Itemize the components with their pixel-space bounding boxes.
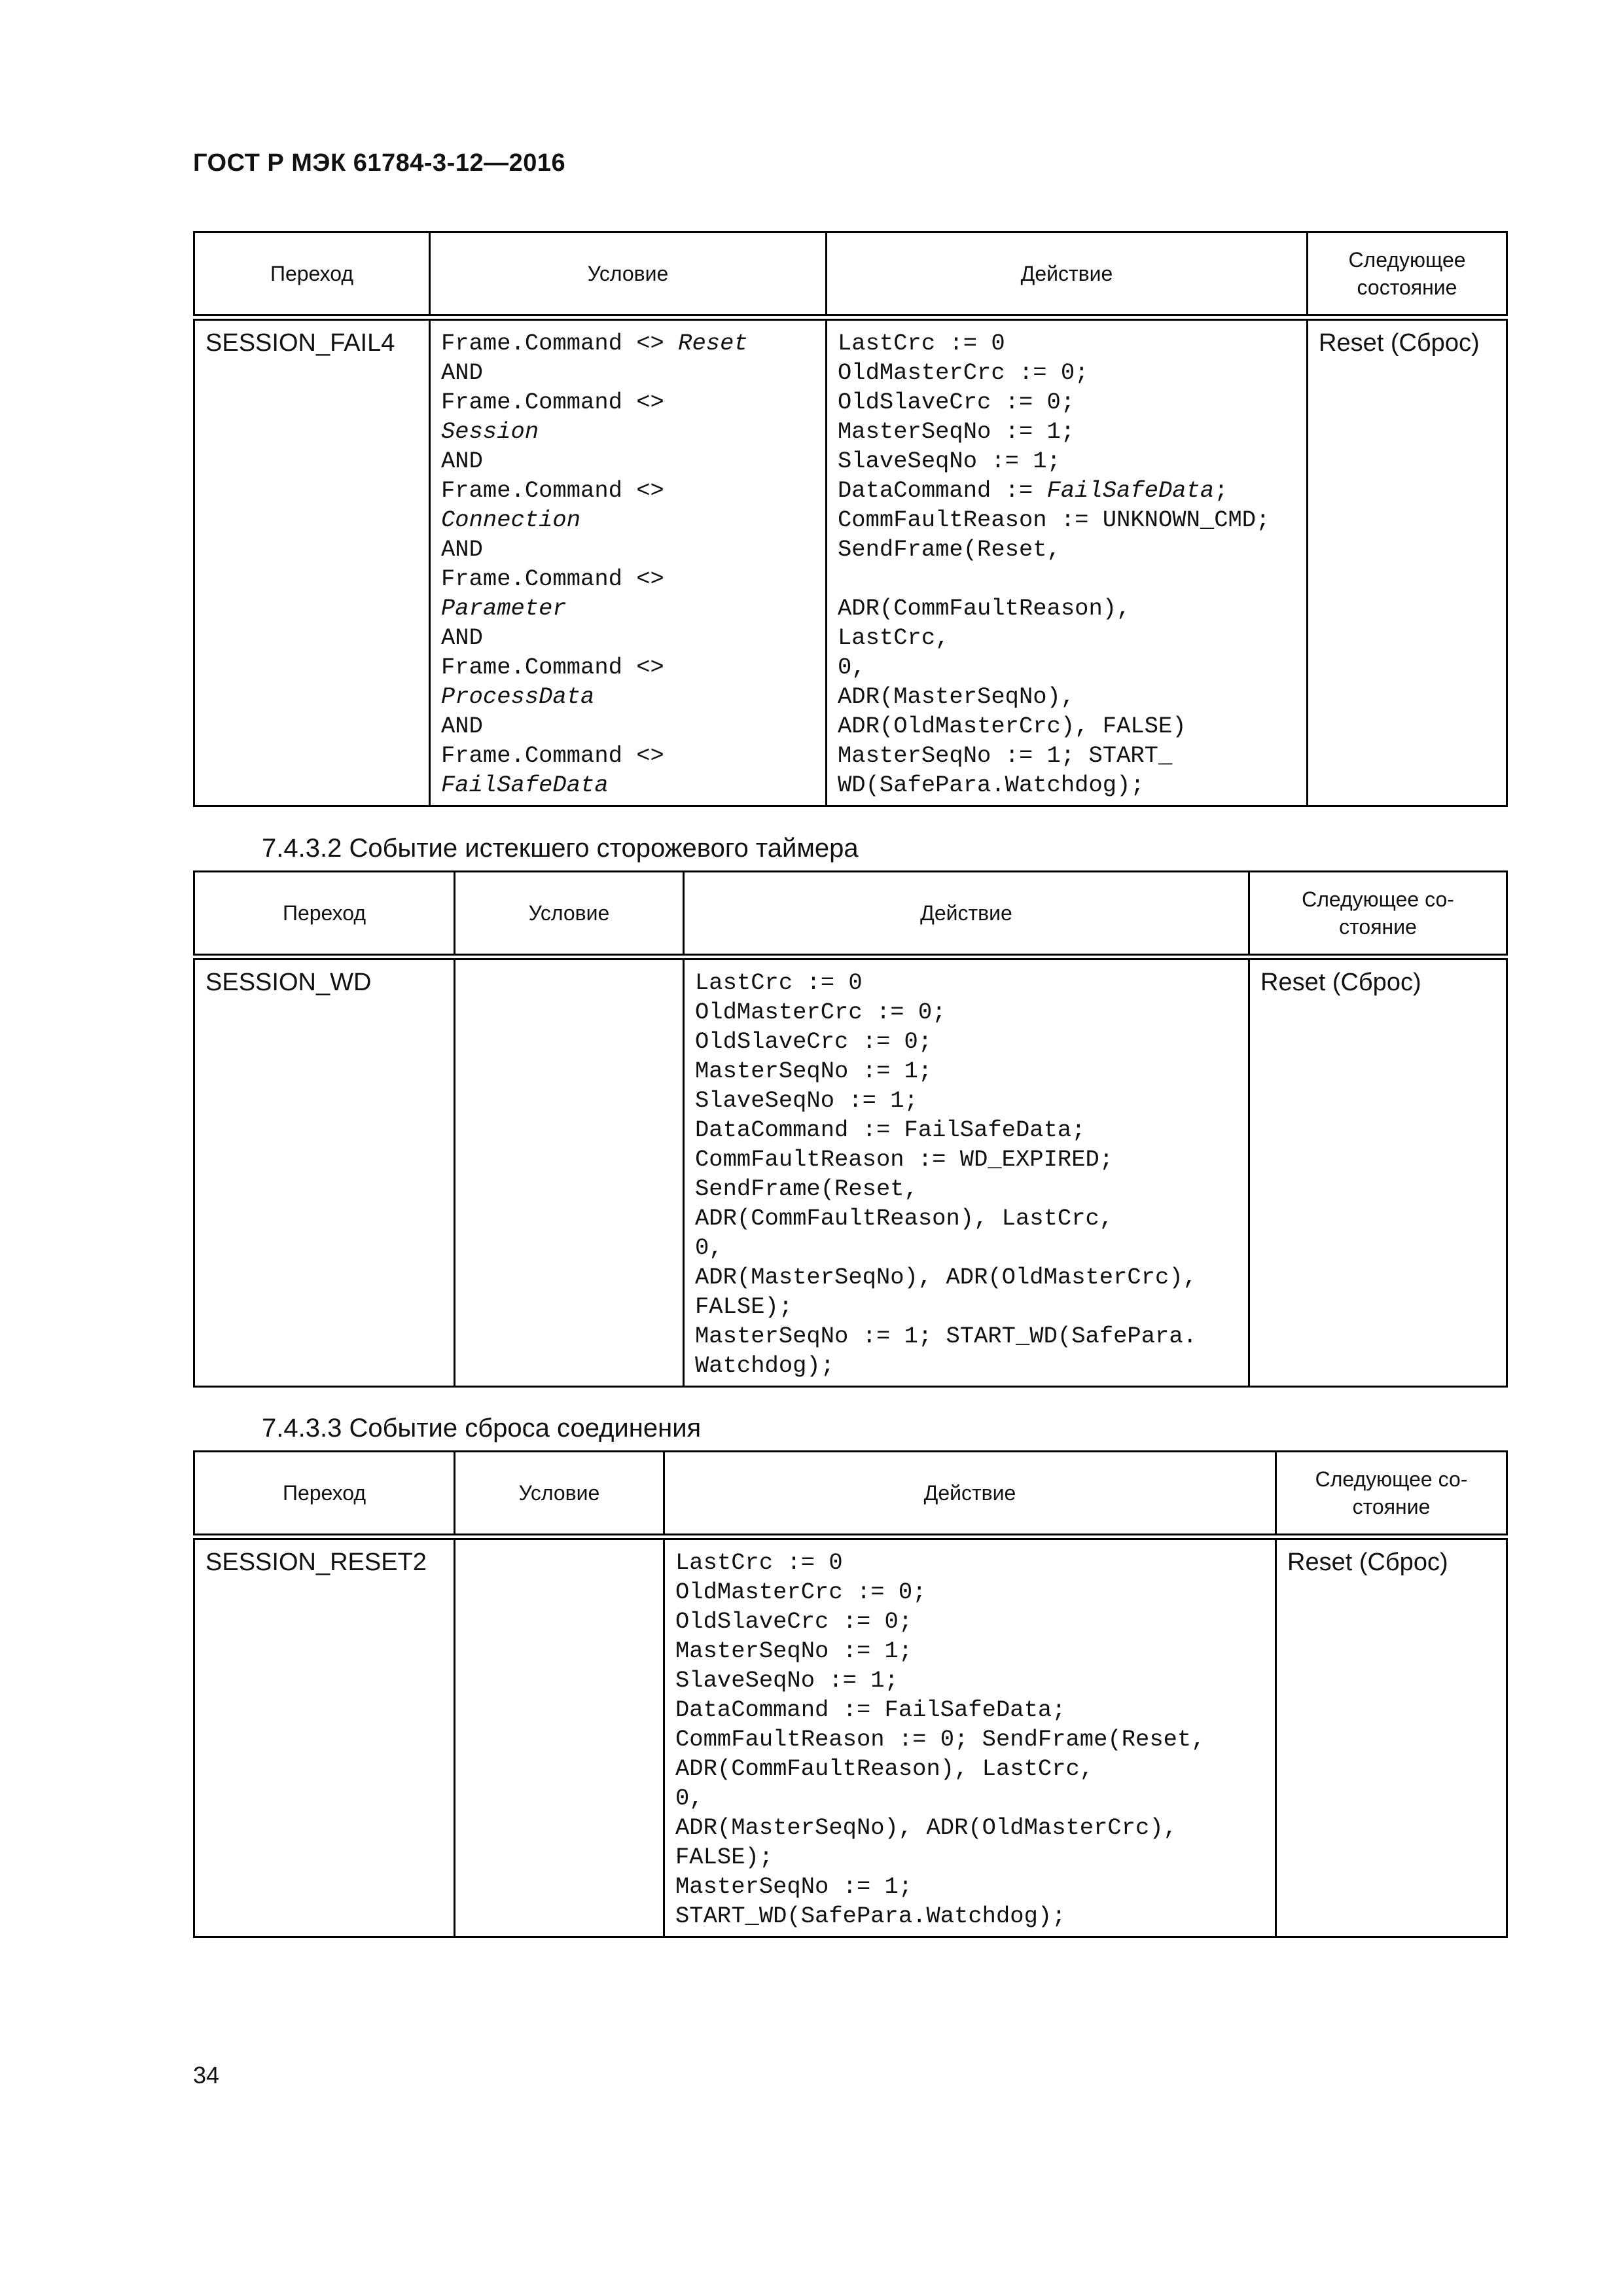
code-line <box>838 387 1296 417</box>
code-line: OldSlaveCrc := 0; <box>675 1607 913 1635</box>
code-line <box>441 476 815 505</box>
code-segment: LastCrc, <box>838 624 950 651</box>
code-segment: MasterSeqNo := 1; START_ <box>838 742 1173 769</box>
action-code <box>665 1540 1275 1936</box>
code-line <box>441 358 815 387</box>
action-code <box>685 960 1248 1386</box>
code-segment: Frame.Command <> <box>441 565 664 592</box>
code-segment: AND <box>441 624 483 651</box>
col-header-transition: Переход <box>194 1452 455 1537</box>
action-cell <box>684 957 1249 1387</box>
code-italic-segment: Connection <box>441 506 581 533</box>
transition-name: SESSION_FAIL4 <box>205 329 395 357</box>
transition-table-reset2 <box>193 1450 1508 1938</box>
code-line: CommFaultReason := 0; SendFrame(Reset, <box>675 1725 1205 1753</box>
code-segment: Frame.Command <> <box>441 653 664 681</box>
code-segment: SlaveSeqNo := 1; <box>838 447 1061 475</box>
code-line <box>838 358 1296 387</box>
code-line: OldMasterCrc := 0; <box>695 998 946 1026</box>
code-line <box>838 564 1296 594</box>
code-line <box>441 446 815 476</box>
code-line: MasterSeqNo := 1; <box>675 1873 913 1900</box>
code-segment: ; <box>1214 476 1228 504</box>
code-line: ADR(CommFaultReason), LastCrc, <box>695 1204 1114 1232</box>
col-header-condition: Условие <box>455 1452 664 1537</box>
code-segment: AND <box>441 712 483 740</box>
code-line <box>838 476 1296 505</box>
code-segment: AND <box>441 359 483 386</box>
code-line <box>838 623 1296 653</box>
code-line <box>838 446 1296 476</box>
next-state-value: Reset (Сброс) <box>1319 329 1480 357</box>
code-segment: OldMasterCrc := 0; <box>838 359 1089 386</box>
code-line <box>838 741 1296 770</box>
code-segment: ADR(OldMasterCrc), FALSE) <box>838 712 1186 740</box>
code-segment: Frame.Command <> <box>441 388 664 416</box>
code-line <box>441 653 815 682</box>
code-line <box>838 594 1296 623</box>
code-line <box>441 682 815 711</box>
next-state-cell <box>1308 317 1507 806</box>
condition-cell <box>455 957 684 1387</box>
code-line <box>838 770 1296 800</box>
next-state-cell <box>1276 1537 1507 1937</box>
code-line: 0, <box>675 1784 704 1812</box>
code-segment: Frame.Command <> <box>441 329 679 357</box>
code-line <box>441 564 815 594</box>
code-line <box>838 417 1296 446</box>
action-cell <box>664 1537 1276 1937</box>
code-line: OldMasterCrc := 0; <box>675 1578 927 1605</box>
code-line: OldSlaveCrc := 0; <box>695 1028 933 1055</box>
code-segment: AND <box>441 447 483 475</box>
code-line: LastCrc := 0 <box>675 1549 843 1576</box>
document-header: ГОСТ Р МЭК 61784-3-12—2016 <box>193 149 566 177</box>
code-segment: OldSlaveCrc := 0; <box>838 388 1075 416</box>
col-header-condition: Условие <box>430 232 827 317</box>
section-title-watchdog: 7.4.3.2 Событие истекшего сторожевого таймера <box>262 834 859 863</box>
code-line: MasterSeqNo := 1; <box>675 1637 913 1664</box>
code-italic-segment: Parameter <box>441 594 567 622</box>
code-line <box>441 594 815 623</box>
code-segment: LastCrc := 0 <box>838 329 1005 357</box>
col-header-transition: Переход <box>194 232 430 317</box>
action-code <box>827 321 1306 805</box>
code-line <box>838 653 1296 682</box>
code-segment: DataCommand := <box>838 476 1047 504</box>
code-line: LastCrc := 0 <box>695 969 863 996</box>
code-line: FALSE); <box>695 1293 793 1320</box>
code-italic-segment: Reset <box>678 329 748 357</box>
next-state-value: Reset (Сброс) <box>1260 968 1421 996</box>
code-line <box>441 505 815 535</box>
col-header-action: Действие <box>684 872 1249 957</box>
section-title-reset: 7.4.3.3 Событие сброса соединения <box>262 1414 702 1443</box>
code-line <box>441 387 815 417</box>
code-line: 0, <box>695 1234 723 1261</box>
code-segment: SendFrame(Reset, <box>838 535 1061 563</box>
condition-cell <box>430 317 827 806</box>
condition-value <box>455 960 683 976</box>
code-line <box>441 535 815 564</box>
col-header-action: Действие <box>664 1452 1276 1537</box>
code-line <box>441 770 815 800</box>
col-header-next-state: Следующее со- стояние <box>1249 872 1507 957</box>
code-segment: ADR(CommFaultReason), <box>838 594 1131 622</box>
transition-table-wd <box>193 870 1508 1388</box>
code-line: DataCommand := FailSafeData; <box>695 1116 1086 1143</box>
transition-table-fail4 <box>193 231 1508 807</box>
col-header-condition: Условие <box>455 872 684 957</box>
code-line <box>838 329 1296 358</box>
code-segment: AND <box>441 535 483 563</box>
transition-cell <box>194 1537 455 1937</box>
code-line: SlaveSeqNo := 1; <box>675 1666 899 1694</box>
transition-cell <box>194 317 430 806</box>
next-state-value: Reset (Сброс) <box>1287 1548 1448 1576</box>
code-line <box>441 623 815 653</box>
condition-value <box>455 1540 663 1556</box>
next-state-cell <box>1249 957 1507 1387</box>
code-line: ADR(CommFaultReason), LastCrc, <box>675 1755 1094 1782</box>
code-line: SlaveSeqNo := 1; <box>695 1086 918 1114</box>
code-line <box>441 417 815 446</box>
code-segment: WD(SafePara.Watchdog); <box>838 771 1145 798</box>
code-line: Watchdog); <box>695 1352 835 1379</box>
code-line: DataCommand := FailSafeData; <box>675 1696 1066 1723</box>
page-number: 34 <box>193 2062 220 2089</box>
code-line <box>441 711 815 741</box>
condition-code <box>431 321 825 805</box>
code-line <box>838 711 1296 741</box>
code-line <box>441 741 815 770</box>
code-italic-segment: ProcessData <box>441 683 595 710</box>
code-segment: 0, <box>838 653 866 681</box>
code-italic-segment: FailSafeData <box>1046 476 1215 504</box>
code-segment: Frame.Command <> <box>441 742 664 769</box>
code-segment: CommFaultReason := UNKNOWN_CMD; <box>838 506 1270 533</box>
col-header-transition: Переход <box>194 872 455 957</box>
code-line: CommFaultReason := WD_EXPIRED; <box>695 1145 1114 1173</box>
code-segment: ADR(MasterSeqNo), <box>838 683 1075 710</box>
code-segment: MasterSeqNo := 1; <box>838 418 1075 445</box>
transition-cell <box>194 957 455 1387</box>
code-line: MasterSeqNo := 1; <box>695 1057 933 1085</box>
code-line <box>838 505 1296 535</box>
col-header-next-state: Следующее со- стояние <box>1276 1452 1507 1537</box>
code-line <box>838 535 1296 564</box>
code-line: FALSE); <box>675 1843 774 1871</box>
col-header-action: Действие <box>827 232 1308 317</box>
condition-cell <box>455 1537 664 1937</box>
action-cell <box>827 317 1308 806</box>
code-line: START_WD(SafePara.Watchdog); <box>675 1902 1066 1929</box>
code-line: MasterSeqNo := 1; START_WD(SafePara. <box>695 1322 1197 1350</box>
transition-name: SESSION_WD <box>205 968 372 996</box>
code-line: ADR(MasterSeqNo), ADR(OldMasterCrc), <box>695 1263 1197 1291</box>
code-italic-segment: Session <box>441 418 539 445</box>
col-header-next-state: Следующее состояние <box>1308 232 1507 317</box>
code-segment: Frame.Command <> <box>441 476 664 504</box>
code-line: SendFrame(Reset, <box>695 1175 918 1202</box>
code-line: ADR(MasterSeqNo), ADR(OldMasterCrc), <box>675 1814 1177 1841</box>
transition-name: SESSION_RESET2 <box>205 1548 427 1576</box>
code-line <box>441 329 815 358</box>
code-line <box>838 682 1296 711</box>
code-italic-segment: FailSafeData <box>441 771 609 798</box>
